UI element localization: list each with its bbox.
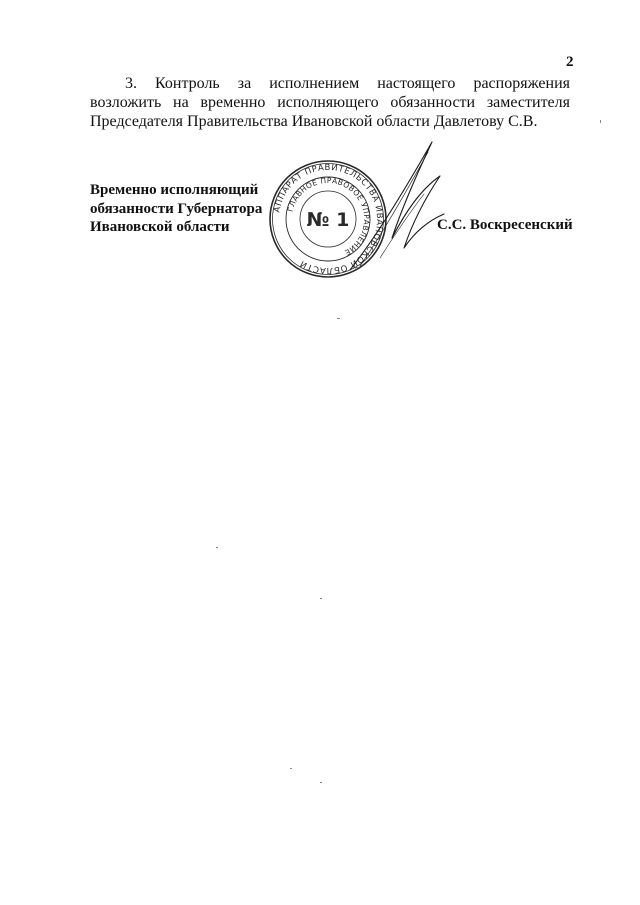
scan-speck [320, 782, 322, 783]
stamp-number: № 1 [306, 209, 350, 231]
signatory-name: С.С. Воскресенский [437, 217, 573, 233]
signatory-title-line: Ивановской области [90, 219, 230, 235]
stamp-outer-text: АППАРАТ ПРАВИТЕЛЬСТВА ИВАНОВСКОЙ ОБЛАСТИ [272, 162, 385, 276]
scan-speck [600, 120, 601, 123]
signatory-title [90, 181, 290, 237]
scan-speck [320, 598, 322, 599]
signatory-title-line: обязанности Губернатора [90, 200, 263, 217]
page-number: 2 [566, 54, 574, 70]
signatory-title-line: Временно исполняющий [90, 182, 259, 198]
scan-speck [290, 768, 292, 769]
scan-speck [337, 318, 340, 319]
body-paragraph: 3. Контроль за исполнением настоящего распоряжения возложить на временно исполняющего обязанности заместителя Председателя Правительства Ивановской области Давлетову С.В. [90, 75, 570, 130]
stamp-inner-text: ГЛАВНОЕ ПРАВОВОЕ УПРАВЛЕНИЕ [285, 175, 372, 258]
scan-speck [216, 547, 218, 548]
handwritten-signature [320, 138, 460, 278]
